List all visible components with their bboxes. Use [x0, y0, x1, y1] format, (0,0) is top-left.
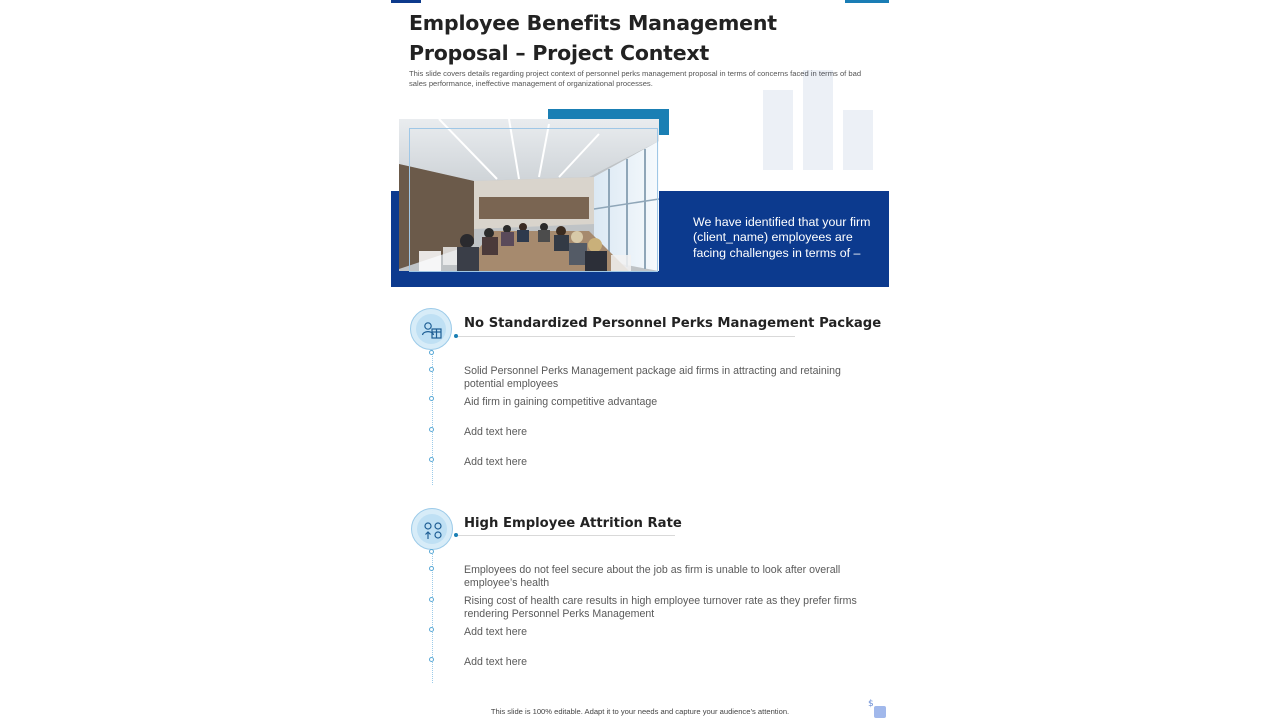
timeline-node	[429, 457, 434, 462]
attrition-icon	[411, 508, 453, 550]
page-subtitle: This slide covers details regarding project context of personnel perks management proposal in terms of concerns faced in terms of bad sales performance, ineffective management of organizational processes.	[409, 69, 862, 88]
watermark-graphic	[763, 70, 883, 170]
bullet-item: Add text here	[464, 456, 528, 468]
document-page	[391, 0, 889, 720]
timeline-node	[429, 367, 434, 372]
timeline-node	[429, 597, 434, 602]
footer-note: This slide is 100% editable. Adapt it to your needs and capture your audience’s attention.	[490, 707, 790, 716]
page-title: Employee Benefits Management Proposal – Project Context	[409, 11, 777, 65]
timeline-node	[429, 549, 434, 554]
timeline-node	[429, 396, 434, 401]
section-divider-dot	[454, 334, 458, 338]
timeline-node	[429, 427, 434, 432]
timeline-node	[429, 657, 434, 662]
hero-statement: We have identified that your firm (client_name) employees are facing challenges in terms of –	[693, 215, 871, 260]
bullet-item: Employees do not feel secure about the job as firm is unable to look after overall employee’s health	[464, 564, 841, 589]
bullet-item: Aid firm in gaining competitive advantage	[464, 396, 658, 408]
bullet-item: Add text here	[464, 426, 528, 438]
timeline-node	[429, 350, 434, 355]
hero-photo-outline	[409, 128, 658, 272]
section-divider	[457, 535, 675, 536]
bullet-item: Rising cost of health care results in high employee turnover rate as they prefer firms rendering Personnel Perks Management	[464, 595, 857, 620]
section-divider	[457, 336, 795, 337]
section-divider-dot	[454, 533, 458, 537]
top-accent-bar-right	[845, 0, 889, 3]
timeline-node	[429, 566, 434, 571]
section-heading-perks-package: No Standardized Personnel Perks Management Package	[464, 316, 882, 331]
bullet-item: Add text here	[464, 656, 528, 668]
timeline-node	[429, 627, 434, 632]
employees-gift-icon	[410, 308, 452, 350]
bullet-item: Add text here	[464, 626, 528, 638]
dollar-hand-icon	[868, 697, 888, 719]
bullet-item: Solid Personnel Perks Management package aid firms in attracting and retaining potential employees	[464, 365, 841, 390]
section-heading-attrition-rate: High Employee Attrition Rate	[464, 516, 682, 531]
top-accent-bar-left	[391, 0, 421, 3]
svg-text:$: $	[868, 699, 874, 709]
